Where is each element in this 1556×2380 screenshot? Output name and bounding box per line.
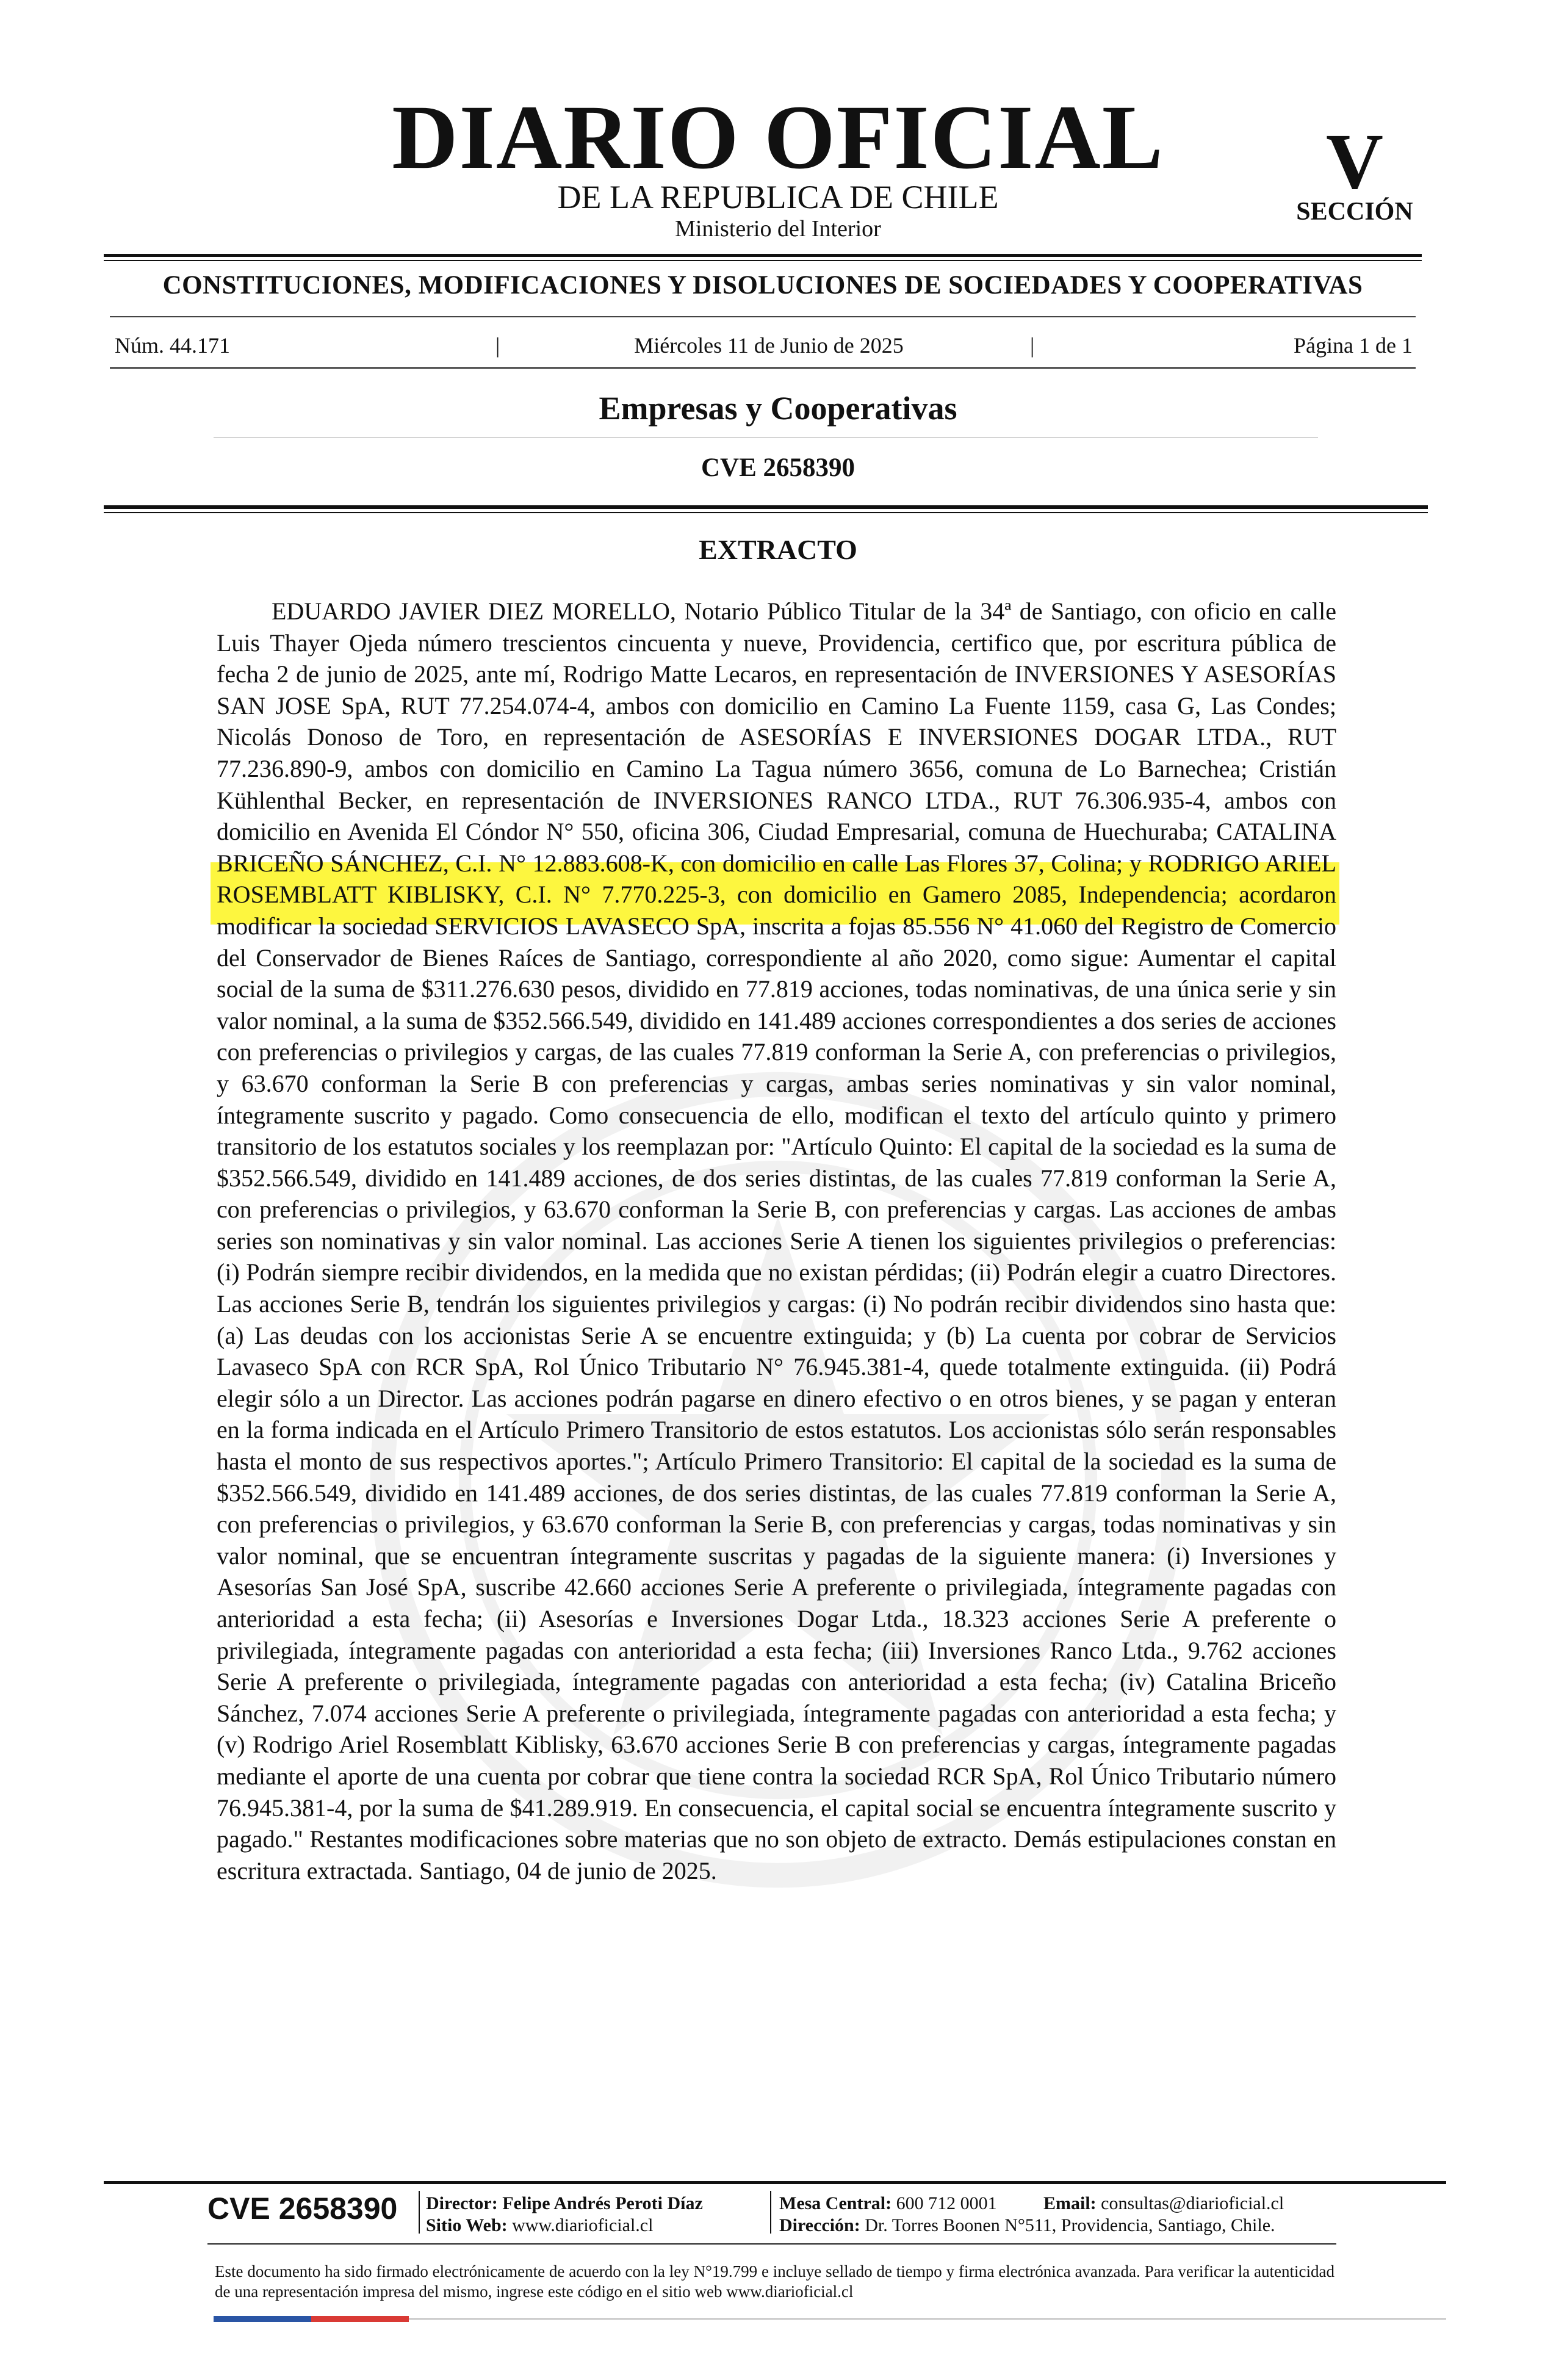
divider xyxy=(770,2191,771,2234)
separator: | xyxy=(1030,333,1035,358)
phone-label: Mesa Central: xyxy=(779,2193,892,2213)
extract-title: EXTRACTO xyxy=(699,534,857,565)
address-value: Dr. Torres Boonen N°511, Providencia, Santiago, Chile. xyxy=(865,2215,1275,2235)
flag-stripe-blue xyxy=(214,2316,311,2322)
section-heading: Empresas y Cooperativas xyxy=(599,390,957,427)
divider xyxy=(110,316,1416,317)
divider xyxy=(214,437,1318,438)
footer-director xyxy=(426,2194,703,2213)
website-link[interactable]: www.diarioficial.cl xyxy=(512,2215,654,2235)
divider xyxy=(207,2243,1336,2245)
website-label: Sitio Web: xyxy=(426,2215,508,2235)
footer-phone xyxy=(779,2194,997,2213)
cve-code: CVE 2658390 xyxy=(701,453,855,482)
extract-body: EDUARDO JAVIER DIEZ MORELLO, Notario Público Titular de la 34ª de Santiago, con oficio en calle Luis Thayer Ojeda número trescientos cincuenta y nueve, Providencia, certifico que, por escritura pública de fecha 2 de junio de 2025, ante mí, Rodrigo Matte Lecaros, en representación de INVERSIONES Y ASESORÍAS SAN JOSE SpA, RUT 77.254.074-4, ambos con domicilio en Camino La Fuente 1159, casa G, Las Condes; Nicolás Donoso de Toro, en representación de ASESORÍAS E INVERSIONES DOGAR LTDA., RUT 77.236.890-9, ambos con domicilio en Camino La Tagua número 3656, comuna de Lo Barnechea; Cristián Kühlenthal Becker, en representación de INVERSIONES RANCO LTDA., RUT 76.306.935-4, ambos con domicilio en Avenida El Cóndor N° 550, oficina 306, Ciudad Empresarial, comuna de Huechuraba; CATALINA BRICEÑO SÁNCHEZ, C.I. N° 12.883.608-K, con domicilio en calle Las Flores 37, Colina; y RODRIGO ARIEL ROSEMBLATT KIBLISKY, C.I. N° 7.770.225-3, con domicilio en Gamero 2085, Independencia; acordaron modificar la sociedad SERVICIOS LAVASECO SpA, inscrita a fojas 85.556 N° 41.060 del Registro de Comercio del Conservador de Bienes Raíces de Santiago, correspondiente al año 2020, como sigue: Aumentar el capital social de la suma de $311.276.630 pesos, dividido en 77.819 acciones, todas nominativas, de una única serie y sin valor nominal, a la suma de $352.566.549, dividido en 141.489 acciones correspondientes a dos series de acciones con preferencias o privilegios y cargas, de las cuales 77.819 conforman la Serie A, con preferencias o privilegios, y 63.670 conforman la Serie B con preferencias y cargas, ambas series nominativas y sin valor nominal, íntegramente suscrito y pagado. Como consecuencia de ello, modifican el texto del artículo quinto y primero transitorio de los estatutos sociales y los reemplazan por: "Artículo Quinto: El capital de la sociedad es la suma de $352.566.549, dividido en 141.489 acciones, de dos series distintas, de las cuales 77.819 conforman la Serie A, con preferencias o privilegios, y 63.670 conforman la Serie B, con preferencias y cargas. Las acciones de ambas series son nominativas y sin valor nominal. Las acciones Serie A tienen los siguientes privilegios o preferencias: (i) Podrán siempre recibir dividendos, en la medida que no existan pérdidas; (ii) Podrán elegir a cuatro Directores. Las acciones Serie B, tendrán los siguientes privilegios y cargas: (i) No podrán recibir dividendos sino hasta que: (a) Las deudas con los accionistas Serie A se encuentre extinguida; y (b) La cuenta por cobrar de Servicios Lavaseco SpA con RCR SpA, Rol Único Tributario N° 76.945.381-4, quede totalmente extinguida. (ii) Podrá elegir sólo a un Director. Las acciones podrán pagarse en dinero efectivo o en otros bienes, y se pagan y enteran en la forma indicada en el Artículo Primero Transitorio de estos estatutos. Los accionistas sólo serán responsables hasta el monto de sus respectivos aportes."; Artículo Primero Transitorio: El capital de la sociedad es la suma de $352.566.549, dividido en 141.489 acciones, de dos series distintas, de las cuales 77.819 conforman la Serie A, con preferencias o privilegios, y 63.670 conforman la Serie B, con preferencias y cargas, todas nominativas y sin valor nominal, que se encuentran íntegramente suscritas y pagadas de la siguiente manera: (i) Inversiones y Asesorías San José SpA, suscribe 42.660 acciones Serie A preferente o privilegiada, íntegramente pagadas con anterioridad a esta fecha; (ii) Asesorías e Inversiones Dogar Ltda., 18.323 acciones Serie A preferente o privilegiada, íntegramente pagadas con anterioridad a esta fecha; (iii) Inversiones Ranco Ltda., 9.762 acciones Serie A preferente o privilegiada, íntegramente pagadas con anterioridad a esta fecha; (iv) Catalina Briceño Sánchez, 7.074 acciones Serie A preferente o privilegiada, íntegramente pagadas con anterioridad a esta fecha; y (v) Rodrigo Ariel Rosemblatt Kiblisky, 63.670 acciones Serie B con preferencias y cargas, íntegramente pagadas mediante el aporte de una cuenta por cobrar que tiene contra la sociedad RCR SpA, Rol Único Tributario número 76.945.381-4, por la suma de $41.289.919. En consecuencia, el capital social se encuentra íntegramente suscrito y pagado." Restantes modificaciones sobre materias que no son objeto de extracto. Demás estipulaciones constan en escritura extractada. Santiago, 04 de junio de 2025. xyxy=(217,597,1336,1884)
masthead-ministry: Ministerio del Interior xyxy=(675,216,881,242)
separator: | xyxy=(495,333,500,358)
divider xyxy=(409,2318,1446,2320)
section-letter: V xyxy=(1326,118,1383,206)
email-label: Email: xyxy=(1043,2193,1097,2213)
masthead-subtitle: DE LA REPUBLICA DE CHILE xyxy=(557,179,999,215)
footer-legal-note: Este documento ha sido firmado electrónicamente de acuerdo con la ley N°19.799 e incluye sellado de tiempo y firma electrónica avanzada. Para verificar la autenticidad de una representación impresa del mismo, ingrese este código en el sitio web www.diarioficial.cl xyxy=(215,2262,1334,2301)
address-label: Dirección: xyxy=(779,2215,860,2235)
footer-address xyxy=(779,2216,1275,2235)
divider xyxy=(110,367,1416,369)
email-link[interactable]: consultas@diarioficial.cl xyxy=(1101,2193,1284,2213)
footer-website xyxy=(426,2216,653,2235)
page-indicator: Página 1 de 1 xyxy=(1294,333,1413,358)
masthead-title: DIARIO OFICIAL xyxy=(392,87,1164,188)
divider xyxy=(104,2181,1446,2184)
issue-number: Núm. 44.171 xyxy=(115,333,230,358)
divider xyxy=(104,512,1428,513)
divider xyxy=(419,2191,420,2234)
divider xyxy=(104,260,1422,261)
director-label: Director: xyxy=(426,2193,498,2213)
section-label: SECCIÓN xyxy=(1296,198,1413,226)
divider xyxy=(104,505,1428,509)
footer-email xyxy=(1043,2194,1284,2213)
director-name: Felipe Andrés Peroti Díaz xyxy=(502,2193,703,2213)
flag-stripe-red xyxy=(311,2316,409,2322)
issue-date: Miércoles 11 de Junio de 2025 xyxy=(634,333,904,358)
category-title: CONSTITUCIONES, MODIFICACIONES Y DISOLUCIONES DE SOCIEDADES Y COOPERATIVAS xyxy=(162,271,1363,300)
phone-number: 600 712 0001 xyxy=(896,2193,997,2213)
footer-cve-code: CVE 2658390 xyxy=(207,2191,398,2226)
divider xyxy=(104,254,1422,257)
